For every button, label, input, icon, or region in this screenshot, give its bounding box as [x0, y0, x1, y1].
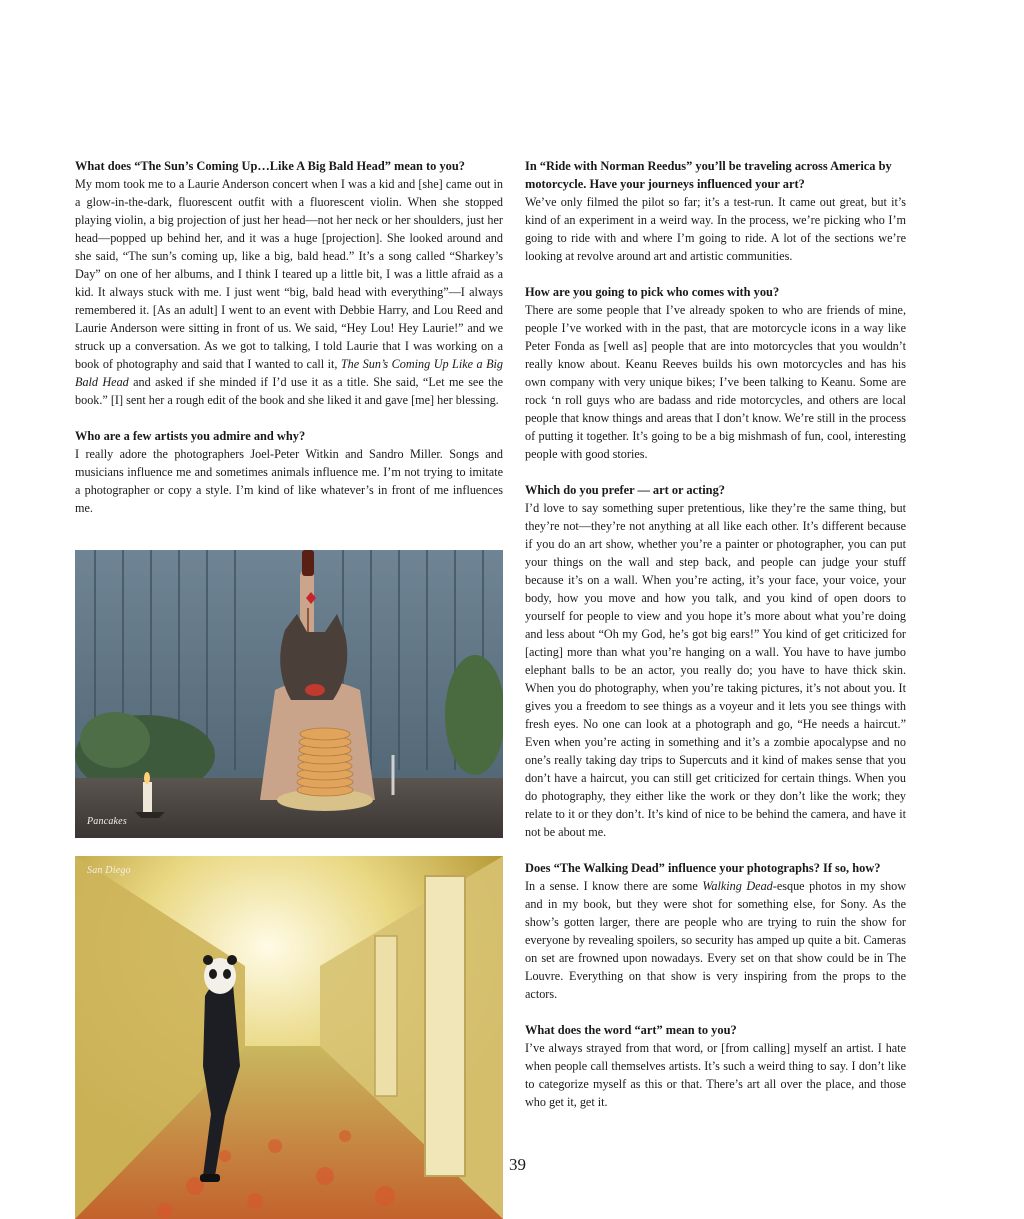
interview-section [525, 157, 906, 265]
interview-section [75, 427, 503, 517]
photo-pancakes [75, 550, 503, 838]
interview-question: In “Ride with Norman Reedus” you’ll be traveling across America by motorcycle. Have your journeys influenced your art? [525, 159, 892, 191]
interview-question: Who are a few artists you admire and why? [75, 429, 306, 443]
left-column [75, 157, 503, 535]
photo-caption: Pancakes [87, 816, 127, 827]
photo-caption: San Diego [87, 865, 131, 876]
right-column [525, 157, 906, 1129]
interview-section [525, 283, 906, 463]
interview-question: Which do you prefer — art or acting? [525, 483, 725, 497]
interview-answer: There are some people that I’ve already spoken to who are friends of mine, people I’ve worked with in the past, that are motorcycle icons in a way like Peter Fonda as [well as] people that are into motorcycles that you wouldn’t really know about. Keanu Reeves builds his own motorcycles and has his own company with very unique bikes; I’ve been talking to Keanu. Some are rock ‘n roll guys who are badass and ride motorcycles, and others are local people that know things and areas that I don’t know. We’re still in the process of putting it together. It’s going to be a big mishmash of fun, cool, interesting people with good stories. [525, 303, 906, 461]
interview-section [525, 1021, 906, 1111]
interview-answer: In a sense. I know there are some Walking Dead-esque photos in my show and in my book, but they were shot for something else, for Sony. As the show’s gotten larger, there are people who are trying to ruin the show for everyone by revealing spoilers, so security has amped up quite a bit. Cameras on set are frowned upon nowadays. Every set on that show could be in The Louvre. Everything on that show is very inspiring from the props to the actors. [525, 879, 906, 1001]
interview-section [75, 157, 503, 409]
interview-section [525, 859, 906, 1003]
interview-answer: We’ve only filmed the pilot so far; it’s a test-run. It came out great, but it’s kind of an experiment in a weird way. In the process, we’re picking who I’m going to ride with and where I’m going to ride. A lot of the sections we’re looking at revolve around art and artistic communities. [525, 195, 906, 263]
photo-san-diego [75, 856, 503, 1219]
interview-answer: I really adore the photographers Joel-Peter Witkin and Sandro Miller. Songs and musicians influence me and sometimes animals influence me. I’m not trying to imitate a photographer or copy a style. I’m kind of like whatever’s in front of me influences me. [75, 447, 503, 515]
show-title: Walking Dead [702, 879, 773, 893]
interview-answer: I’ve always strayed from that word, or [from calling] myself an artist. I hate when people call themselves artists. It’s such a weird thing to say. I don’t like to categorize myself as this or that. There’s art all over the place, and those who get it, get it. [525, 1041, 906, 1109]
interview-answer: I’d love to say something super pretentious, like they’re the same thing, but they’re not—they’re not anything at all like each other. It’s different because if you do an art show, whether you’re a painter or photographer, you can put your things on the wall and step back, and people can judge your stuff because it’s on a wall. When you’re acting, it’s your face, your voice, your body, how you move and how you talk, and you kind of open doors to yourself for people to view and you hope it’s more about what you’re doing and less about “Oh my God, he’s got big ears!” You kind of get criticized for [acting] more than what you’re hanging on a wall. You have to have jumbo elephant balls to be an actor, you really do; you have to have thick skin. When you do photography, when you’re taking pictures, it’s not about you. It gives you a freedom to see things as a voyeur and it lets you see things with fresh eyes. No one can look at a photograph and go, “He needs a haircut.” Even when you’re acting in something and it’s a zombie apocalypse and no one’s really taking day trips to Supercuts and it kind of makes sense that you don’t have a haircut, you can still get criticized for certain things. When you do photography, they either like the work or they don’t like the work; they relate to it or they don’t. It’s kind of nice to be behind the camera, and have it not be about me. [525, 501, 906, 839]
interview-question: How are you going to pick who comes with you? [525, 285, 780, 299]
page-number: 39 [509, 1155, 526, 1174]
interview-section [525, 481, 906, 841]
interview-question: What does “The Sun’s Coming Up…Like A Big Bald Head” mean to you? [75, 159, 465, 173]
interview-question: Does “The Walking Dead” influence your photographs? If so, how? [525, 861, 881, 875]
interview-question: What does the word “art” mean to you? [525, 1023, 737, 1037]
book-title: The Sun’s Coming Up Like a Big Bald Head [75, 357, 503, 389]
interview-answer: My mom took me to a Laurie Anderson concert when I was a kid and [she] came out in a glow-in-the-dark, fluorescent outfit with a fluorescent violin. When she stopped playing violin, a big projection of just her head—not her neck or her shoulders, just her head—popped up behind her, and it was a huge [projection]. She looked around and she said, “The sun’s coming up, like a big, bald head.” It’s a song called “Sharkey’s Day” on one of her albums, and I think I teared up a little bit, I was a little afraid as a kid. It always stuck with me. I just went “big, bald head with everything”—I always remembered it. [As an adult] I went to an event with Debbie Harry, and Lou Reed and Laurie Anderson were sitting in front of us. We said, “Hey Lou! Hey Laurie!” and we struck up a conversation. As we got to talking, I told Laurie that I was working on a book of photography and said that I wanted to call it, The Sun’s Coming Up Like a Big Bald Head and asked if she minded if I’d use it as a title. She said, “Let me see the book.” [I] sent her a rough edit of the book and she liked it and gave [me] her blessing. [75, 177, 503, 407]
